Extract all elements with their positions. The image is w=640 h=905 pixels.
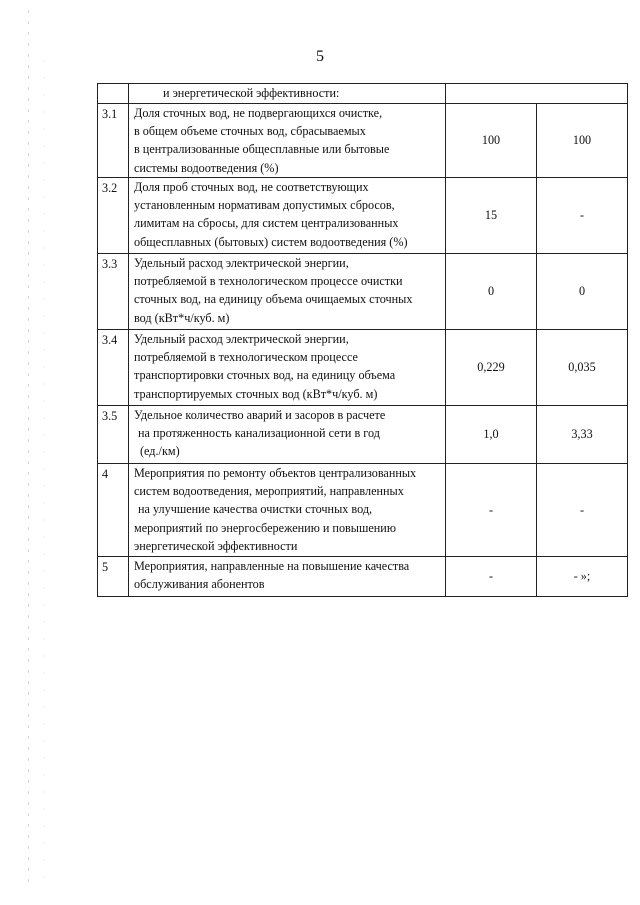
row-number: 3.4 — [98, 330, 129, 406]
description-cell — [129, 104, 446, 178]
description-line: Удельное количество аварий и засоров в расчете — [134, 408, 386, 422]
table-row-3-5 — [98, 406, 628, 464]
table-row-continuation — [98, 84, 628, 104]
description-line: Доля сточных вод, не подвергающихся очистке, — [134, 106, 383, 120]
description-line: потребляемой в технологическом процессе очистки — [134, 274, 403, 289]
number-cell — [98, 84, 129, 104]
description-line: и энергетической эффективности: — [163, 86, 340, 100]
value-cell — [446, 84, 628, 104]
value-cell-2: - — [537, 464, 628, 557]
table-row-5 — [98, 557, 628, 597]
description-line: общесплавных (бытовых) систем водоотведения (%) — [134, 234, 408, 249]
table-row-3-4 — [98, 330, 628, 406]
description-line: на улучшение качества очистки сточных вод, — [138, 502, 373, 517]
row-number: 5 — [98, 557, 129, 597]
value-cell-1: 100 — [446, 104, 537, 178]
description-line: вод (кВт*ч/куб. м) — [134, 310, 230, 325]
value-cell-2: - »; — [537, 557, 628, 597]
description-line: (ед./км) — [140, 444, 180, 459]
value-cell-1: - — [446, 557, 537, 597]
value-cell-1: - — [446, 464, 537, 557]
description-cell — [129, 254, 446, 330]
description-line: транспортируемых сточных вод (кВт*ч/куб. м) — [134, 386, 378, 401]
description-line: систем водоотведения, мероприятий, направленных — [134, 484, 404, 499]
description-line: потребляемой в технологическом процессе — [134, 350, 358, 365]
description-line: обслуживания абонентов — [134, 577, 265, 592]
description-cell — [129, 84, 446, 104]
description-line: в централизованные общесплавные или бытовые — [134, 142, 390, 157]
description-line: Удельный расход электрической энергии, — [134, 332, 349, 346]
row-number: 3.1 — [98, 104, 129, 178]
table-row-3-1 — [98, 104, 628, 178]
description-line: Мероприятия по ремонту объектов централизованных — [134, 466, 417, 480]
description-cell — [129, 464, 446, 557]
row-number: 4 — [98, 464, 129, 557]
description-cell — [129, 557, 446, 597]
description-line: Удельный расход электрической энергии, — [134, 256, 349, 270]
description-line: мероприятий по энергосбережению и повышению — [134, 520, 396, 535]
value-cell-2: 100 — [537, 104, 628, 178]
row-number: 3.2 — [98, 178, 129, 254]
description-cell — [129, 406, 446, 464]
value-cell-1: 15 — [446, 178, 537, 254]
indicators-table — [97, 83, 628, 597]
value-cell-2: 0,035 — [537, 330, 628, 406]
page-number: 5 — [316, 48, 324, 65]
row-number: 3.5 — [98, 406, 129, 464]
value-cell-1: 0 — [446, 254, 537, 330]
value-cell-1: 1,0 — [446, 406, 537, 464]
description-cell — [129, 330, 446, 406]
table-row-4 — [98, 464, 628, 557]
description-line: энергетической эффективности — [134, 538, 298, 553]
description-line: сточных вод, на единицу объема очищаемых сточных — [134, 292, 413, 307]
value-cell-2: - — [537, 178, 628, 254]
description-line: системы водоотведения (%) — [134, 160, 279, 175]
row-number: 3.3 — [98, 254, 129, 330]
scan-noise-edge — [28, 10, 29, 890]
description-line: Мероприятия, направленные на повышение качества — [134, 559, 410, 573]
value-cell-2: 3,33 — [537, 406, 628, 464]
table-row-3-2 — [98, 178, 628, 254]
description-line: Доля проб сточных вод, не соответствующих — [134, 180, 369, 194]
table-row-3-3 — [98, 254, 628, 330]
description-line: установленным нормативам допустимых сбросов, — [134, 198, 395, 213]
description-line: лимитам на сбросы, для систем централизованных — [134, 216, 399, 231]
description-line: транспортировки сточных вод, на единицу объема — [134, 368, 396, 383]
scan-noise-edge — [44, 60, 45, 880]
value-cell-1: 0,229 — [446, 330, 537, 406]
description-line: в общем объеме сточных вод, сбрасываемых — [134, 124, 366, 139]
description-cell — [129, 178, 446, 254]
description-line: на протяженность канализационной сети в год — [138, 426, 380, 441]
value-cell-2: 0 — [537, 254, 628, 330]
